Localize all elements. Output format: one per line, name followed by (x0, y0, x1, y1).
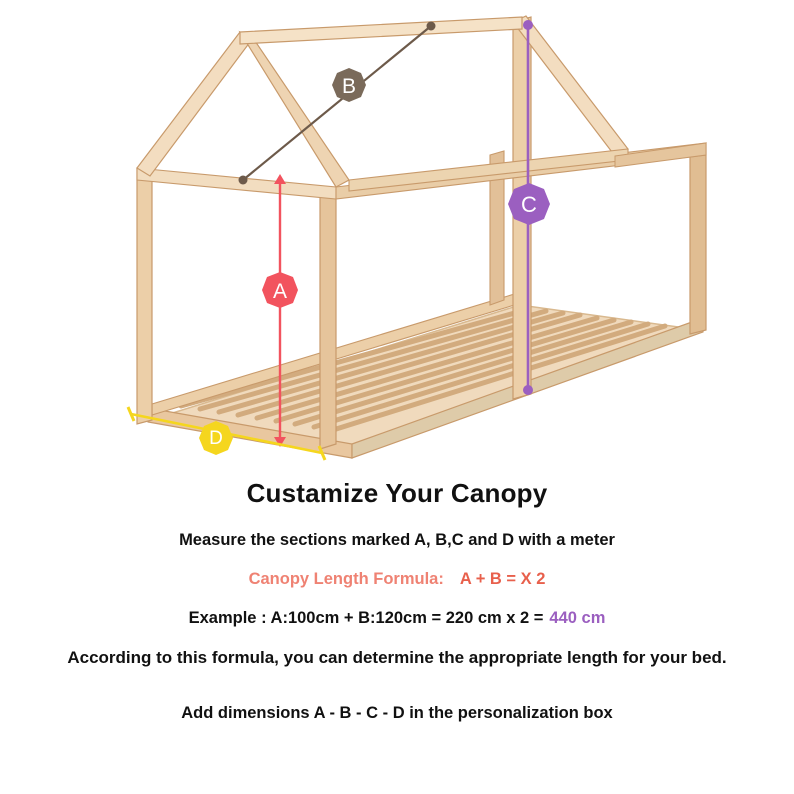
example-label: Example : A:100cm + B:120cm = 220 cm x 2 = (188, 609, 544, 627)
wood-frame (137, 16, 706, 458)
marker-c-endpoint-bottom (523, 385, 533, 395)
marker-a-label: A (272, 280, 288, 303)
ridge-beam (240, 17, 522, 44)
marker-d-label: D (209, 428, 223, 449)
example-result: 440 cm (549, 609, 606, 627)
page-title: Custamize Your Canopy (246, 478, 548, 508)
example-line (0, 609, 794, 628)
caption-block (0, 470, 794, 723)
according-line: According to this formula, you can determine the appropriate length for your bed. (67, 648, 727, 667)
marker-c-endpoint-top (523, 20, 533, 30)
post-front-left (137, 163, 152, 424)
rafter-front-left (137, 32, 253, 176)
marker-b-label: B (341, 75, 357, 98)
measure-instruction: Measure the sections marked A, B,C and D with a meter (179, 531, 615, 549)
marker-c-label: C (521, 192, 537, 217)
add-dimensions-line: Add dimensions A - B - C - D in the personalization box (181, 704, 613, 722)
formula-value: A + B = X 2 (459, 570, 546, 588)
marker-b-endpoint-bottom (239, 176, 248, 185)
formula-line (0, 570, 794, 589)
marker-a-arrow-top (274, 174, 286, 184)
post-front-right (320, 187, 336, 449)
formula-label: Canopy Length Formula: (248, 570, 444, 588)
marker-b-endpoint-top (427, 22, 436, 31)
post-rear-right (690, 143, 706, 334)
